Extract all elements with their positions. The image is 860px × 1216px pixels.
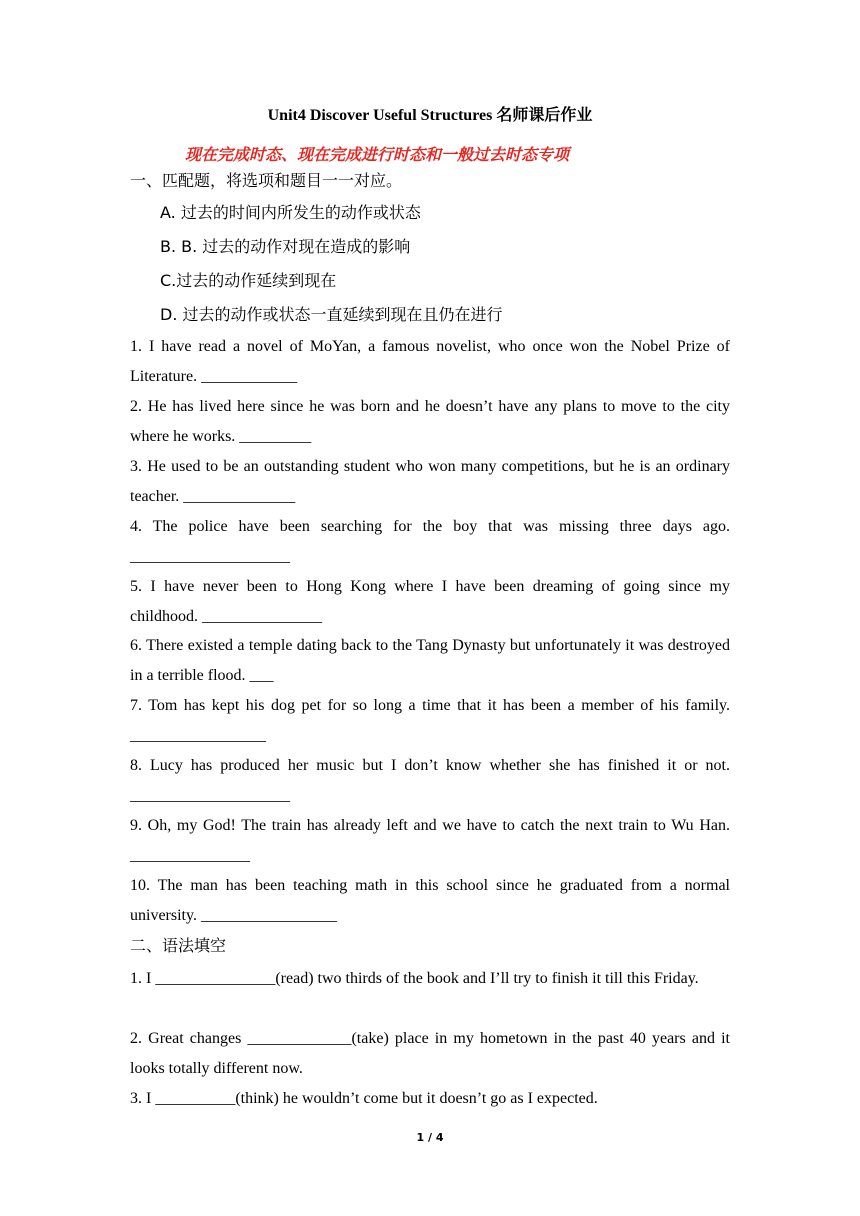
- section-1-heading: 一、匹配题，将选项和题目一一对应。: [130, 171, 403, 190]
- option-b: B. B. 过去的动作对现在造成的影响: [160, 237, 411, 256]
- question-9: 9. Oh, my God! The train has already left and we have to catch the next train to Wu Han. _______________: [130, 817, 730, 864]
- option-d: D. 过去的动作或状态一直延续到现在且仍在进行: [160, 305, 503, 324]
- option-c: C.过去的动作延续到现在: [160, 271, 337, 290]
- question-10: 10. The man has been teaching math in this school since he graduated from a normal university. _________________: [130, 877, 730, 924]
- question-4: 4. The police have been searching for the boy that was missing three days ago. ____________________: [130, 518, 730, 565]
- document-subtitle: 现在完成时态、现在完成进行时态和一般过去时态专项: [185, 145, 570, 164]
- document-title: Unit4 Discover Useful Structures 名师课后作业: [267, 107, 593, 124]
- question-3: 3. He used to be an outstanding student who won many competitions, but he is an ordinary teacher. ______________: [130, 458, 730, 505]
- page-number: 1 / 4: [416, 1131, 444, 1144]
- question-6: 6. There existed a temple dating back to the Tang Dynasty but unfortunately it was destroyed in a terrible flood. ___: [130, 637, 730, 684]
- question-8: 8. Lucy has produced her music but I don’t know whether she has finished it or not. ____________________: [130, 757, 730, 804]
- question-5: 5. I have never been to Hong Kong where I have been dreaming of going since my childhood. _______________: [130, 578, 730, 625]
- question-7: 7. Tom has kept his dog pet for so long a time that it has been a member of his family. _________________: [130, 697, 730, 744]
- question-2: 2. He has lived here since he was born and he doesn’t have any plans to move to the city where he works. _________: [130, 398, 730, 445]
- fill-question-2: 2. Great changes _____________(take) place in my hometown in the past 40 years and it looks totally different now.: [130, 1030, 730, 1077]
- fill-question-1: 1. I _______________(read) two thirds of the book and I’ll try to finish it till this Friday.: [130, 970, 699, 987]
- option-a: A. 过去的时间内所发生的动作或状态: [160, 203, 421, 222]
- question-1: 1. I have read a novel of MoYan, a famous novelist, who once won the Nobel Prize of Literature. ____________: [130, 338, 730, 385]
- fill-question-3: 3. I __________(think) he wouldn’t come but it doesn’t go as I expected.: [130, 1090, 598, 1107]
- section-2-heading: 二、语法填空: [130, 936, 227, 955]
